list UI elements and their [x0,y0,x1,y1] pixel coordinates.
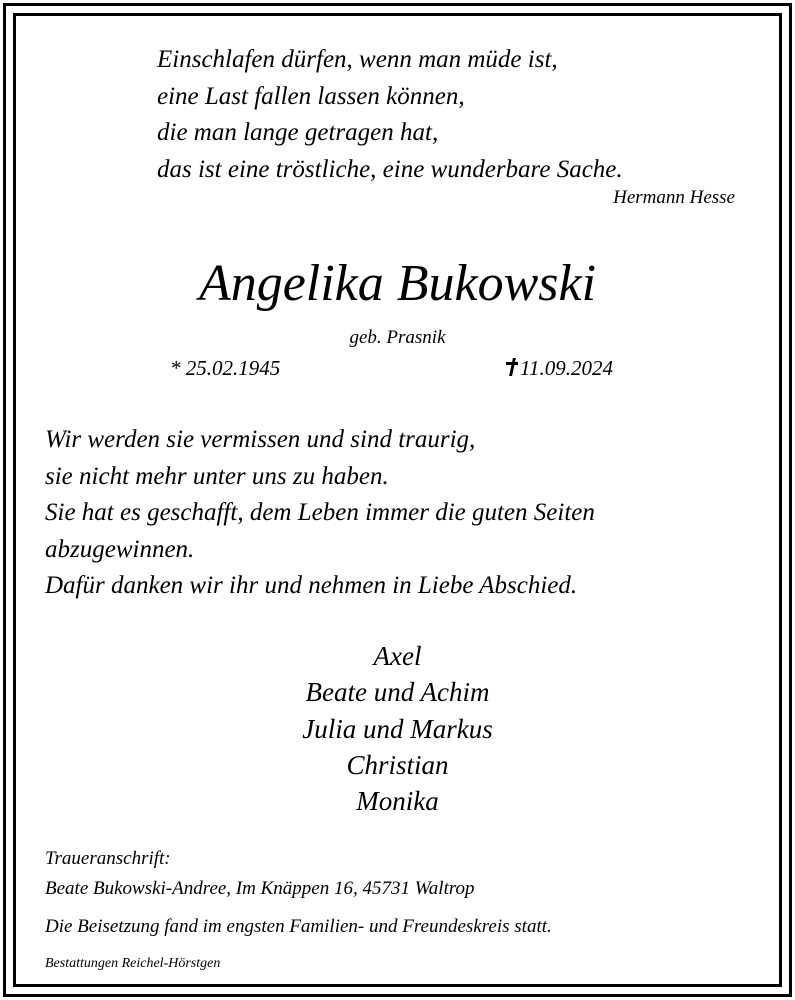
address-label: Traueranschrift: [45,848,171,869]
birth-date: * 25.02.1945 [170,356,281,380]
death-date: 11.09.2024 [520,356,613,380]
cross-icon [505,358,518,376]
mourners-list [0,638,795,819]
burial-note: Die Beisetzung fand im engsten Familien- und Freundeskreis statt. [45,916,552,937]
message-line: abzugewinnen. [45,535,195,563]
birth-name: geb. Prasnik [349,327,446,348]
mourner: Axel [373,641,422,671]
mourner: Monika [356,786,439,817]
poem-author: Hermann Hesse [613,187,735,208]
message-line: sie nicht mehr unter uns zu haben. [45,462,389,490]
mourner: Beate und Achim [305,677,490,708]
message-line: Sie hat es geschafft, dem Leben immer die guten Seiten [45,499,595,526]
poem-line: eine Last fallen lassen können, [157,82,465,110]
farewell-message [45,422,595,605]
mourner: Julia und Markus [302,713,493,744]
mourner: Christian [346,749,449,780]
deceased-name: Angelika Bukowski [198,255,597,312]
undertaker: Bestattungen Reichel-Hörstgen [45,956,221,971]
poem-line: die man lange getragen hat, [157,119,439,146]
mourning-address: Beate Bukowski-Andree, Im Knäppen 16, 45731 Waltrop [45,878,475,899]
poem [157,42,623,188]
death-date-line [505,355,613,381]
poem-line: Einschlafen dürfen, wenn man müde ist, [157,46,558,73]
message-line: Wir werden sie vermissen und sind traurig, [45,426,476,453]
poem-line: das ist eine tröstliche, eine wunderbare Sache. [157,155,623,183]
message-line: Dafür danken wir ihr und nehmen in Liebe Abschied. [45,572,578,599]
